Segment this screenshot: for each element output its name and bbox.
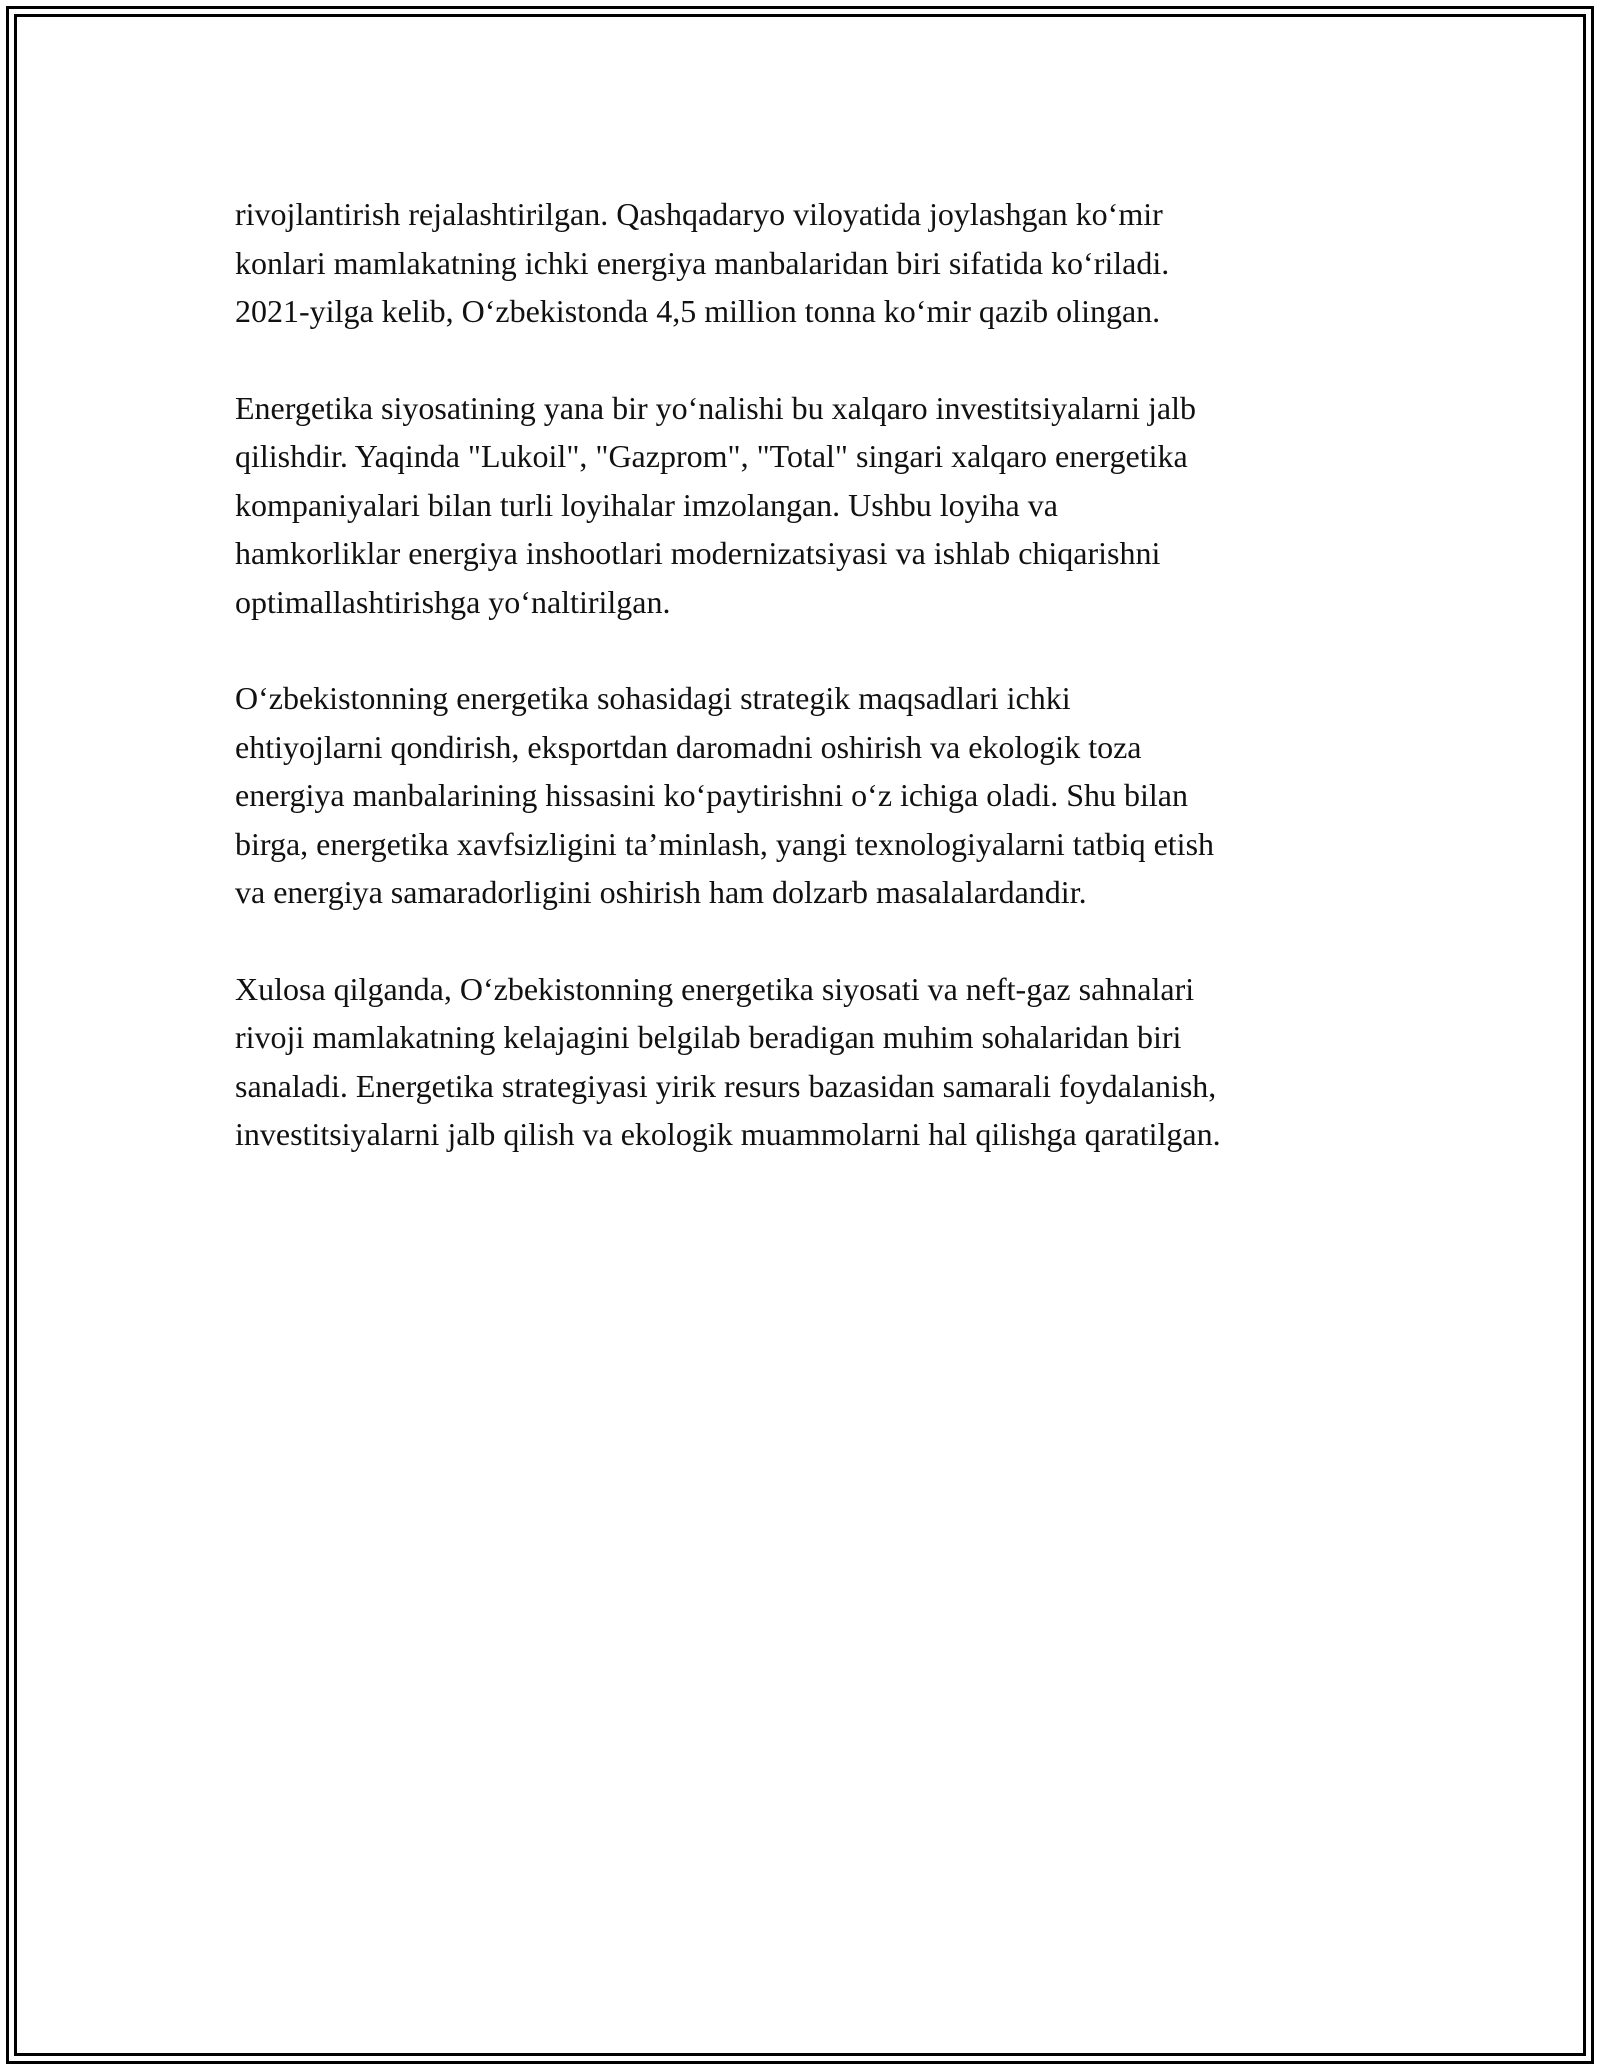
paragraph-conclusion (235, 965, 1375, 1159)
text-line: 2021-yilga kelib, O‘zbekistonda 4,5 million tonna ko‘mir qazib olingan. (235, 293, 1161, 329)
text-line: sanaladi. Energetika strategiyasi yirik resurs bazasidan samarali foydalanish, (235, 1067, 1217, 1104)
text-line: qilishdir. Yaqinda "Lukoil", "Gazprom", "Total" singari xalqaro energetika (235, 438, 1188, 474)
text-line: investitsiyalarni jalb qilish va ekologik muammolarni hal qilishga qaratilgan. (235, 1116, 1221, 1152)
text-line: energiya manbalarining hissasini ko‘paytirishni o‘z ichiga oladi. Shu bilan (235, 777, 1188, 813)
text-line: rivojlantirish rejalashtirilgan. Qashqadaryo viloyatida joylashgan ko‘mir (235, 196, 1163, 232)
paragraph-coal (235, 190, 1375, 336)
text-line: rivoji mamlakatning kelajagini belgilab beradigan muhim sohalaridan biri (235, 1019, 1182, 1055)
text-line: Energetika siyosatining yana bir yo‘nalishi bu xalqaro investitsiyalarni jalb (235, 389, 1196, 426)
text-line: va energiya samaradorligini oshirish ham dolzarb masalalardandir. (235, 874, 1087, 910)
text-line: kompaniyalari bilan turli loyihalar imzolangan. Ushbu loyiha va (235, 486, 1058, 523)
text-line: O‘zbekistonning energetika sohasidagi strategik maqsadlari ichki (235, 680, 1071, 716)
text-line: hamkorliklar energiya inshootlari modernizatsiyasi va ishlab chiqarishni (235, 535, 1161, 571)
text-line: optimallashtirishga yo‘naltirilgan. (235, 583, 671, 620)
paragraph-strategic-goals (235, 674, 1375, 917)
paragraph-investments (235, 384, 1375, 627)
text-line: birga, energetika xavfsizligini ta’minlash, yangi texnologiyalarni tatbiq etish (235, 825, 1215, 862)
text-line: ehtiyojlarni qondirish, eksportdan daromadni oshirish va ekologik toza (235, 728, 1142, 765)
text-line: konlari mamlakatning ichki energiya manbalaridan biri sifatida ko‘riladi. (235, 244, 1170, 281)
document-body (235, 190, 1375, 1207)
text-line: Xulosa qilganda, O‘zbekistonning energetika siyosati va neft-gaz sahnalari (235, 970, 1195, 1007)
